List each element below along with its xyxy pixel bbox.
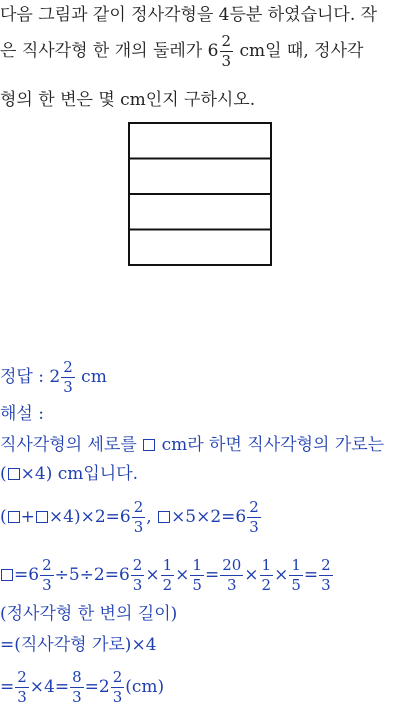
- eq2-f6-den: 2: [261, 576, 272, 594]
- eq1-fraction-2: [247, 500, 261, 535]
- eq1-den2: 3: [249, 518, 259, 536]
- solution-heading: 해설 :: [0, 404, 44, 424]
- answer-unit: cm: [81, 367, 107, 387]
- c3-f3-num: 2: [112, 668, 123, 686]
- eq2-times-2: ×: [175, 565, 190, 585]
- strip-rectangle: [129, 230, 271, 266]
- strip-rectangle: [129, 159, 271, 195]
- eq2-f3-den: 2: [162, 576, 173, 594]
- eq2-frac-8: [319, 558, 333, 593]
- conclusion-line-3: [0, 670, 164, 705]
- eq2-f6-num: 1: [261, 556, 272, 574]
- perimeter-unit: cm: [239, 41, 266, 61]
- eq1-plus: +: [20, 507, 35, 527]
- unknown-box-symbol: [8, 511, 20, 523]
- eq2-times-1: ×: [145, 565, 160, 585]
- solution-line-2-rest: ×4) cm입니다.: [20, 464, 139, 484]
- answer-fraction: [61, 360, 75, 395]
- c3-times: ×4=: [29, 677, 70, 697]
- eq1-num: 2: [133, 498, 144, 516]
- solution-line-1: [0, 437, 384, 454]
- eq1-den: 3: [133, 518, 144, 536]
- square-figure: [128, 122, 272, 266]
- solution-line-1-text: 직사각형의 세로를: [0, 435, 137, 455]
- c3-f3-den: 3: [112, 688, 123, 706]
- eq2-f8-den: 3: [321, 576, 331, 594]
- answer-line: [0, 360, 107, 395]
- equation-1: [0, 500, 262, 535]
- c3-frac-1: [15, 670, 29, 705]
- eq2-f8-num: 2: [321, 556, 331, 574]
- perimeter-fraction: [220, 34, 234, 69]
- eq2-f4-num: 1: [192, 556, 202, 574]
- c3-frac-3: [111, 670, 125, 705]
- eq2-eq: =6: [14, 565, 40, 585]
- c3-eq: =: [0, 677, 15, 697]
- answer-denominator: 3: [63, 378, 73, 396]
- eq2-eq-3: =: [303, 565, 319, 585]
- eq1-sep: ,: [146, 507, 152, 527]
- c3-unit: (cm): [125, 677, 165, 697]
- eq2-times-4: ×: [274, 565, 289, 585]
- eq2-f5-num: 20: [222, 556, 242, 574]
- eq2-frac-2: [131, 558, 145, 593]
- answer-label: 정답 :: [0, 367, 44, 387]
- eq2-f1-num: 2: [42, 556, 52, 574]
- eq2-div: ÷5÷2=6: [54, 565, 130, 585]
- eq1-mid: ×4)×2=6: [48, 507, 131, 527]
- unknown-box-symbol: [8, 468, 20, 480]
- unknown-box-symbol: [143, 439, 155, 451]
- eq2-f1-den: 3: [42, 576, 52, 594]
- perimeter-denominator: 3: [221, 52, 232, 70]
- eq1-num2: 2: [249, 498, 259, 516]
- eq2-frac-1: [40, 558, 54, 593]
- c3-f1-num: 2: [17, 668, 27, 686]
- c3-eq-2: =2: [84, 677, 110, 697]
- square-strips: [129, 123, 271, 265]
- perimeter-whole: 6: [207, 41, 219, 61]
- unknown-box-symbol: [1, 569, 13, 581]
- eq1-fraction: [132, 500, 146, 535]
- c3-f1-den: 3: [17, 688, 27, 706]
- eq2-f2-den: 3: [132, 576, 143, 594]
- eq2-f4-den: 5: [192, 576, 202, 594]
- conclusion-line-1: (정사각형 한 변의 길이): [0, 604, 178, 624]
- eq2-f5-den: 3: [226, 576, 237, 594]
- eq2-f7-den: 5: [291, 576, 301, 594]
- c3-f2-den: 3: [72, 688, 82, 706]
- eq1-mid2: ×5×2=6: [171, 507, 247, 527]
- eq1-open: (: [0, 507, 7, 527]
- eq2-f2-num: 2: [132, 556, 143, 574]
- conclusion-line-2: =(직사각형 가로)×4: [0, 635, 157, 655]
- c3-f2-num: 8: [72, 668, 82, 686]
- paren-open: (: [0, 464, 7, 484]
- eq2-frac-5: [220, 558, 243, 593]
- perimeter-numerator: 2: [221, 32, 232, 50]
- eq2-f3-num: 1: [162, 556, 173, 574]
- unknown-box-symbol: [158, 511, 170, 523]
- solution-line-2: [0, 466, 138, 483]
- equation-2: [0, 558, 334, 593]
- problem-line-2-text: 은 직사각형 한 개의 둘레가: [0, 41, 203, 61]
- strip-rectangle: [129, 123, 271, 159]
- eq2-frac-7: [289, 558, 303, 593]
- problem-line-2: [0, 34, 363, 69]
- answer-whole: 2: [49, 367, 61, 387]
- eq2-eq-2: =: [204, 565, 220, 585]
- answer-numerator: 2: [63, 358, 73, 376]
- eq2-frac-6: [260, 558, 274, 593]
- eq2-frac-3: [161, 558, 175, 593]
- eq2-times-3: ×: [244, 565, 259, 585]
- problem-line-3: 형의 한 변은 몇 cm인지 구하시오.: [0, 90, 256, 110]
- strip-rectangle: [129, 194, 271, 230]
- problem-line-1: 다음 그림과 같이 정사각형을 4등분 하였습니다. 작: [0, 5, 378, 25]
- problem-line-2-end: 일 때, 정사각: [265, 41, 364, 61]
- solution-line-1-rest: cm라 하면 직사각형의 가로는: [161, 435, 385, 455]
- c3-frac-2: [70, 670, 84, 705]
- eq2-f7-num: 1: [291, 556, 301, 574]
- unknown-box-symbol: [36, 511, 48, 523]
- eq2-frac-4: [190, 558, 204, 593]
